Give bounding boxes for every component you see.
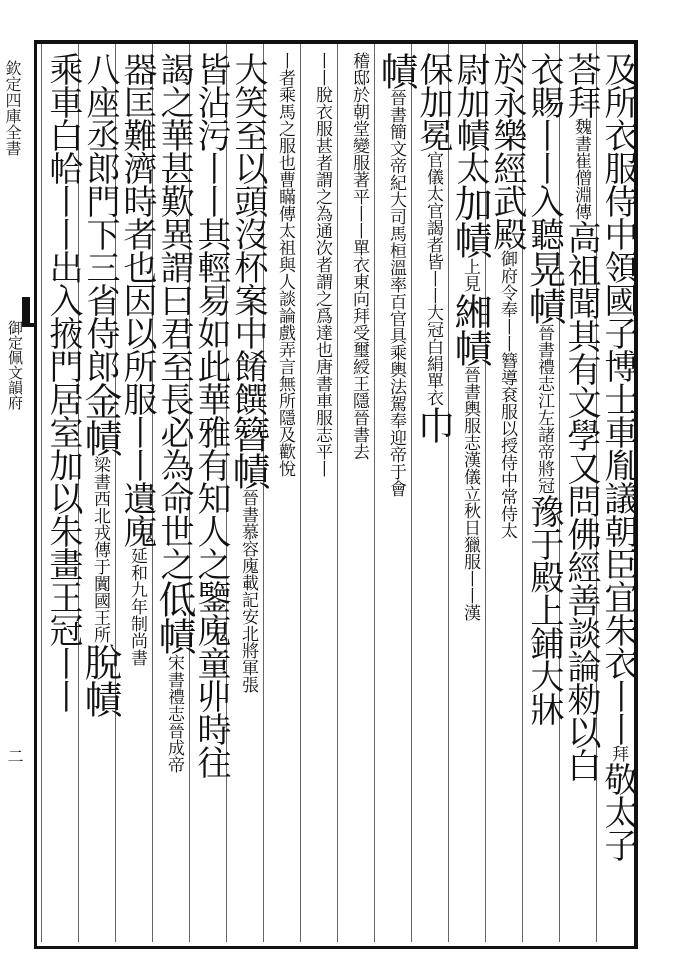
main-text: 及所衣服侍中領國子博士車胤議朝臣宜朱衣 <box>598 52 638 679</box>
text-column <box>339 52 379 460</box>
text-column <box>302 52 342 477</box>
commentary-text: 魏書崔僧淵傳 <box>571 118 591 220</box>
text-column <box>450 52 490 621</box>
text-column <box>376 52 416 497</box>
commentary-text: 晉書慕容廆載記安北將軍張 <box>238 489 258 693</box>
headword: 晃幘 <box>522 250 566 324</box>
text-column <box>561 52 601 781</box>
page-number: 二 <box>5 748 24 764</box>
commentary-text: 上見 <box>460 258 480 292</box>
main-text: 保加冕 <box>413 52 453 151</box>
commentary-text: 宋書禮志晉成帝 <box>164 654 184 773</box>
headword: 簪 <box>226 415 270 452</box>
main-text: 八座丞郎門下三省侍郎 <box>80 52 120 382</box>
text-column <box>598 52 638 861</box>
commentary-text: 丨者乘馬之服也曹瞞傳太祖與人談論戲弄言無所隱及歡悅 <box>275 52 295 477</box>
text-column <box>413 52 453 443</box>
headword: 幘 <box>226 452 270 489</box>
commentary-text: 晉書禮志江左諸帝將冠 <box>534 324 554 494</box>
page-frame-left-rule <box>34 40 37 946</box>
main-text: 華雅有知人之鑒廆童丱時往 <box>191 382 231 778</box>
headword: 幘 <box>374 52 418 89</box>
headword: 巾 <box>411 406 455 443</box>
margin-book-title: 御定佩文韻府 <box>6 320 24 410</box>
commentary-text: 延和九年制尚書 <box>127 547 147 666</box>
main-text: 丨丨 <box>598 679 638 745</box>
text-column <box>265 52 305 477</box>
headword: 金幘 <box>78 382 122 456</box>
headword: 緗幘 <box>448 292 492 366</box>
main-text: 居室加以朱畫王冠丨丨 <box>43 382 83 712</box>
main-text: 謁之華甚歎異謂曰君至長必為命世之 <box>154 52 194 580</box>
text-column <box>191 52 231 778</box>
commentary-text: 晉書簡文帝紀大司馬桓溫率百官具乘輿法駕奉迎帝于會 <box>386 89 406 497</box>
commentary-text: 御府令奉丨丨簪導袞服以授侍中常侍太 <box>497 250 517 539</box>
headword: 脫幘 <box>78 643 122 717</box>
text-column <box>154 52 194 773</box>
main-text: 器匡難濟時者也因以所服丨丨遺廆 <box>117 52 157 547</box>
commentary-text: 官儀太官謁者皆丨丨大冠白絹單衣 <box>423 151 443 406</box>
column-rule <box>41 44 42 942</box>
commentary-text: 晉書輿服志漢儀立秋日獵服丨丨漢 <box>460 366 480 621</box>
text-column <box>487 52 527 539</box>
main-text: 大笑至以頭沒杯案中餚饌 <box>228 52 268 415</box>
main-text: 高祖聞其有文學又問佛經善談論勑以白 <box>561 220 601 781</box>
headword: 低 <box>152 580 196 617</box>
margin-header: 欽定四庫全書 <box>3 60 22 156</box>
main-text: 皆沾污丨丨其輕易如此 <box>191 52 231 382</box>
main-text: 豫于殿上鋪大牀 <box>524 494 564 725</box>
commentary-text: 丨丨脫衣服甚者謂之為通次者謂之爲達也唐書車服志平丨 <box>312 52 332 477</box>
main-text: 乘車白帢丨丨出入掖門 <box>43 52 83 382</box>
text-column <box>80 52 120 717</box>
main-text: 於永樂經武殿 <box>487 52 527 250</box>
main-text: 衣賜丨丨入聽 <box>524 52 564 250</box>
text-column <box>228 52 268 693</box>
headword: 幘 <box>152 617 196 654</box>
text-column <box>43 52 83 712</box>
text-column <box>524 52 564 725</box>
commentary-text: 稽邸於朝堂變服著平丨丨單衣東向拜受璽綬王隱晉書去 <box>349 52 369 460</box>
main-text: 敬太子 <box>598 762 638 861</box>
commentary-text: 梁書西北戎傳于闐國王所 <box>90 456 110 643</box>
main-text: 荅拜 <box>561 52 601 118</box>
text-column <box>117 52 157 666</box>
main-text: 尉加幘太 <box>450 52 490 184</box>
commentary-text: 拜 <box>608 745 628 762</box>
headword: 加幘 <box>448 184 492 258</box>
